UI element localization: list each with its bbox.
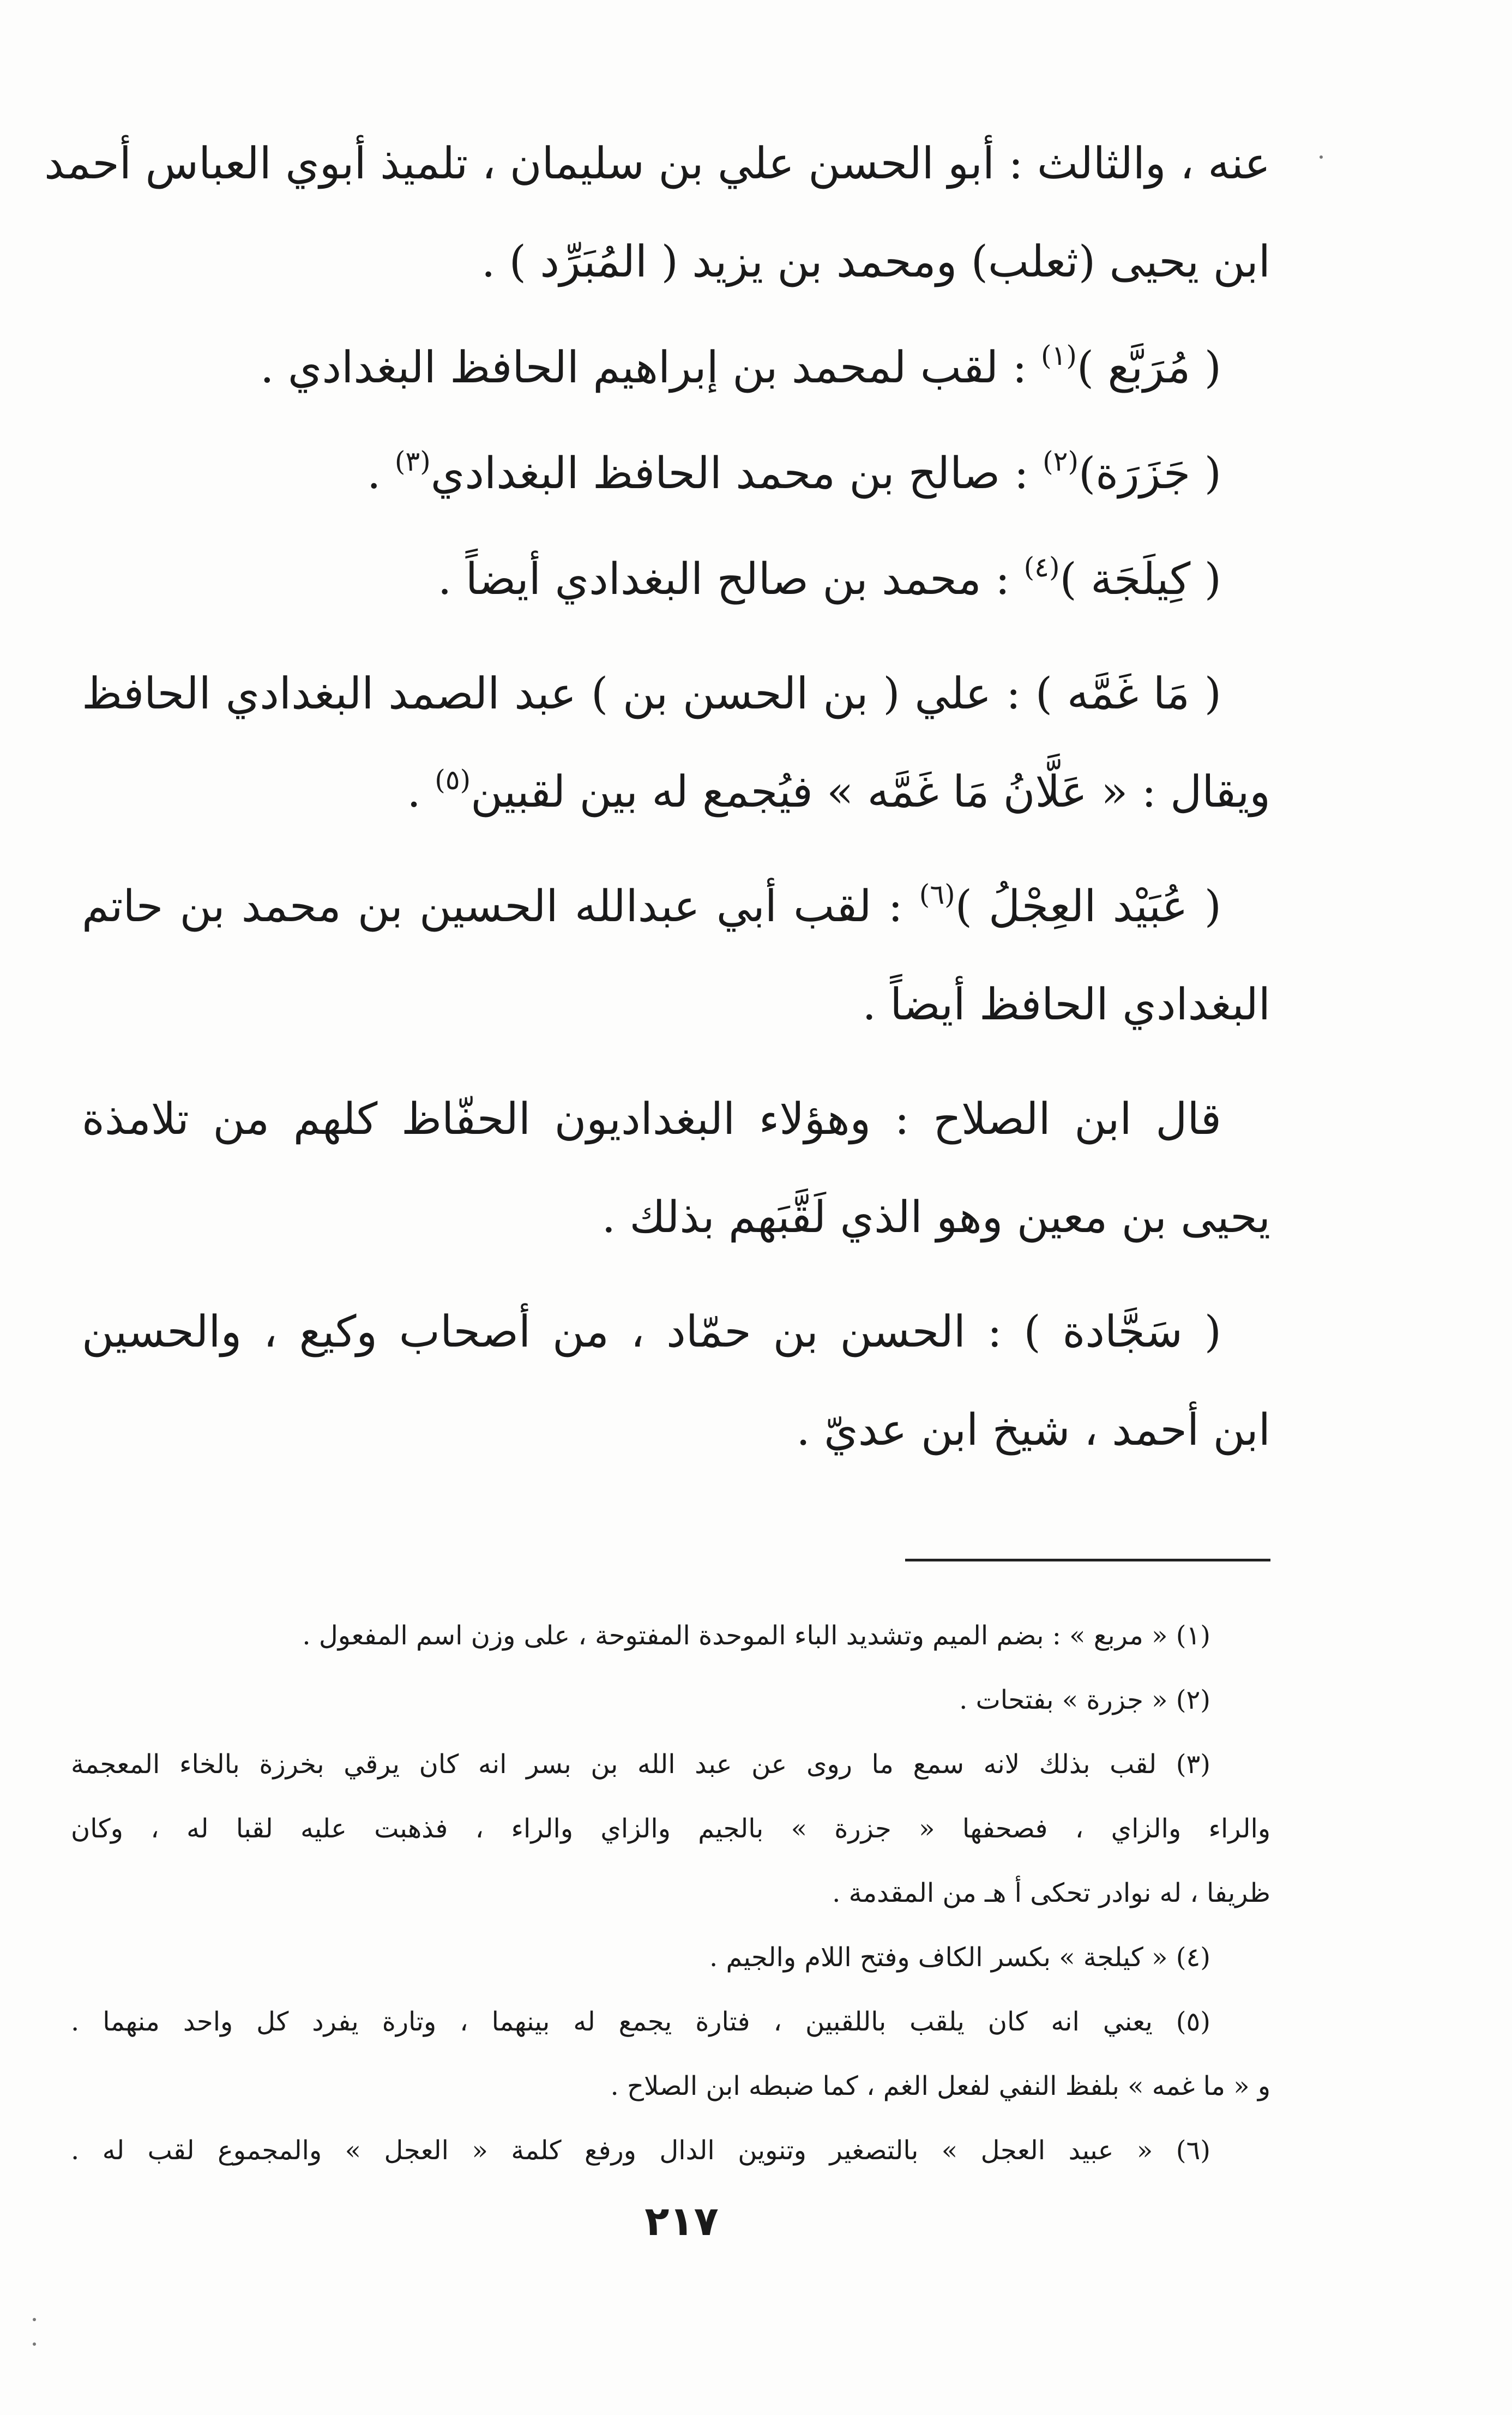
text-line: عنه ، والثالث : أبو الحسن علي بن سليمان ، تلميذ أبوي العباس أحمد (44, 138, 1270, 189)
entry-sajjada: ( سَجَّادة ) : الحسن بن حمّاد ، من أصحاب وكيع ، والحسين (82, 1306, 1221, 1357)
footnote-1: (١) « مربع » : بضم الميم وتشديد الباء الموحدة المفتوحة ، على وزن اسم المفعول . (302, 1620, 1210, 1651)
main-text (44, 115, 1270, 1479)
footnote-4: (٤) « كيلجة » بكسر الكاف وفتح اللام والجيم . (709, 1942, 1210, 1973)
entry-kilaja: ( كِيلَجَة )$^{(٤)}$ : محمد بن صالح البغدادي أيضاً . (437, 551, 1221, 604)
footnote-5-cont: و « ما غمه » بلفظ النفي لفعل الغم ، كما ضبطه ابن الصلاح . (610, 2071, 1270, 2101)
footnote-separator (905, 1559, 1270, 1561)
footnotes (71, 1603, 1270, 2183)
entry-ma-ghammah: ( مَا غَمَّه ) : علي ( بن الحسن بن ) عبد الصمد البغدادي الحافظ (82, 668, 1221, 719)
footnote-6: (٦) « عبيد العجل » بالتصغير وتنوين الدال ورفع كلمة « العجل » والمجموع لقب له . (71, 2135, 1210, 2166)
text-line: يحيى بن معين وهو الذي لَقَّبَهم بذلك . (601, 1192, 1270, 1242)
text-line: ويقال : « عَلَّانُ مَا غَمَّه » فيُجمع له بين لقبين$^{(٥)}$ . (407, 764, 1270, 817)
text-line: البغدادي الحافظ أيضاً . (862, 979, 1270, 1030)
page-number: ٢١٧ (644, 2198, 719, 2245)
ibn-salah-quote: قال ابن الصلاح : وهؤلاء البغداديون الحفّاظ كلهم من تلامذة (82, 1094, 1221, 1144)
scan-speck (1320, 155, 1323, 159)
footnote-ref[interactable]: (٤) (1023, 551, 1060, 583)
entry-ubayd-al-ijl: ( عُبَيْد العِجْلُ )$^{(٦)}$ : لقب أبي عبدالله الحسين بن محمد بن حاتم (82, 879, 1221, 932)
scan-speck (33, 2318, 36, 2321)
scan-speck (33, 2342, 36, 2346)
text-line: ابن أحمد ، شيخ ابن عديّ . (796, 1404, 1270, 1455)
footnote-3: (٣) لقب بذلك لانه سمع ما روى عن عبد الله بن بسر انه كان يرقي بخرزة بالخاء المعجمة (71, 1749, 1210, 1780)
footnote-3-cont: ظريفا ، له نوادر تحكى أ هـ من المقدمة . (832, 1878, 1270, 1908)
entry-jazara: ( جَزَرَة)$^{(٢)}$ : صالح بن محمد الحافظ البغدادي$^{(٣)}$ . (367, 446, 1221, 498)
footnote-3-cont: والراء والزاي ، فصحفها « جزرة » بالجيم والزاي والراء ، فذهبت عليه لقبا له ، وكان (71, 1813, 1270, 1844)
footnote-ref[interactable]: (٥) (435, 764, 471, 796)
footnote-ref[interactable]: (١) (1040, 340, 1077, 371)
entry-murabba: ( مُرَبَّع )$^{(١)}$ : لقب لمحمد بن إبراهيم الحافظ البغدادي . (260, 340, 1221, 393)
footnote-ref[interactable]: (٦) (919, 879, 955, 910)
footnote-5: (٥) يعني انه كان يلقب باللقبين ، فتارة يجمع له بينهما ، وتارة يفرد كل واحد منهما . (71, 2007, 1211, 2037)
footnote-2: (٢) « جزرة » بفتحات . (959, 1685, 1210, 1715)
footnote-ref[interactable]: (٣) (394, 446, 431, 477)
footnote-ref[interactable]: (٢) (1043, 446, 1079, 477)
text-line: ابن يحيى (ثعلب) ومحمد بن يزيد ( المُبَرِّد ) . (481, 236, 1270, 287)
